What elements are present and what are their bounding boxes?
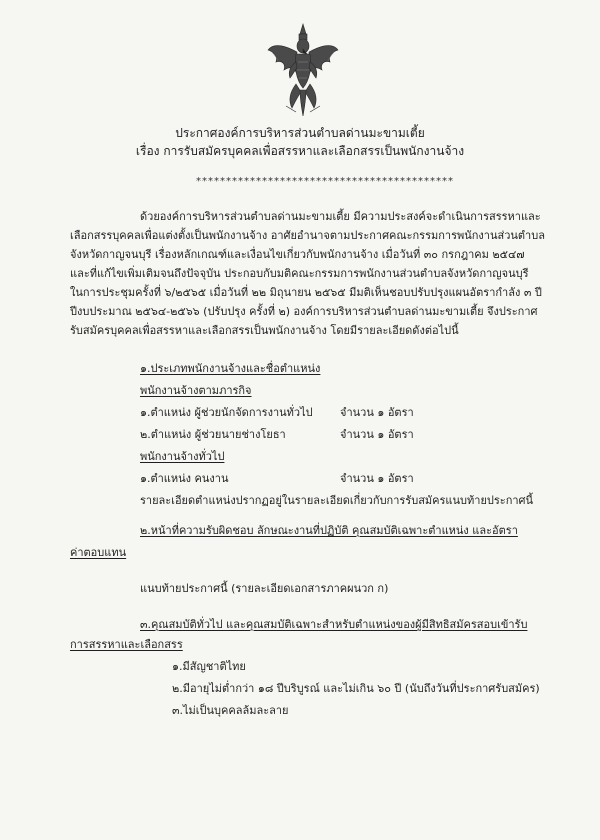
announcement-subject: เรื่อง การรับสมัครบุคคลเพื่อสรรหาและเลือกสรรเป็นพนักงานจ้าง [135, 144, 465, 158]
section1-heading: ๑.ประเภทพนักงานจ้างและชื่อตำแหน่ง [140, 362, 321, 375]
section2-note: แนบท้ายประกาศนี้ (รายละเอียดเอกสารภาคผนวก ก) [140, 582, 389, 595]
section2-heading: ๒.หน้าที่ความรับผิดชอบ ลักษณะงานที่ปฏิบัติ คุณสมบัติเฉพาะตำแหน่ง และอัตรา [140, 524, 518, 537]
position-count: จำนวน ๑ อัตรา [340, 472, 414, 485]
section3-heading: ๓.คุณสมบัติทั่วไป และคุณสมบัติเฉพาะสำหรับตำแหน่งของผู้มีสิทธิสมัครสอบเข้ารับ [140, 618, 528, 631]
garuda-emblem-icon [266, 22, 340, 118]
announcement-title: ประกาศองค์การบริหารส่วนตำบลด่านมะขามเตี้ย [175, 126, 425, 140]
section1-group2-title: พนักงานจ้างทั่วไป [140, 450, 225, 463]
position-count: จำนวน ๑ อัตรา [340, 406, 414, 419]
position-count: จำนวน ๑ อัตรา [340, 428, 414, 441]
position-item: ๑.ตำแหน่ง ผู้ช่วยนักจัดการงานทั่วไป [140, 406, 313, 419]
body-line-1: ด้วยองค์การบริหารส่วนตำบลด่านมะขามเตี้ย มีความประสงค์จะดำเนินการสรรหาและ [140, 210, 541, 223]
body-line-4: และที่แก้ไขเพิ่มเติมจนถึงปัจจุบัน ประกอบกับมติคณะกรรมการพนักงานส่วนตำบลจังหวัดกาญจนบุรี [70, 267, 529, 280]
separator: ******************************************* [196, 176, 454, 187]
position-item: ๒.ตำแหน่ง ผู้ช่วยนายช่างโยธา [140, 428, 286, 441]
qualification-item: ๑.มีสัญชาติไทย [172, 660, 246, 673]
body-line-7: รับสมัครบุคคลเพื่อสรรหาและเลือกสรรเป็นพนักงานจ้าง โดยมีรายละเอียดดังต่อไปนี้ [70, 324, 459, 337]
section1-group1-title: พนักงานจ้างตามภารกิจ [140, 384, 252, 397]
body-line-6: ปีงบประมาณ ๒๕๖๔-๒๕๖๖ (ปรับปรุง ครั้งที่ ๒) องค์การบริหารส่วนตำบลด่านมะขามเตี้ย จึงประกาศ [70, 305, 538, 318]
body-line-5: ในการประชุมครั้งที่ ๖/๒๕๖๕ เมื่อวันที่ ๒๒ มิถุนายน ๒๕๖๕ มีมติเห็นชอบปรับปรุงแผนอัตรากำลัง ๓ ปี [70, 286, 542, 299]
body-line-3: จังหวัดกาญจนบุรี เรื่องหลักเกณฑ์และเงื่อนไขเกี่ยวกับพนักงานจ้าง เมื่อวันที่ ๓๐ กรกฎาคม ๒๕๔๗ [70, 248, 525, 261]
qualification-item: ๓.ไม่เป็นบุคคลล้มละลาย [172, 704, 289, 717]
section1-note: รายละเอียดตำแหน่งปรากฏอยู่ในรายละเอียดเกี่ยวกับการรับสมัครแนบท้ายประกาศนี้ [140, 494, 534, 507]
section3-heading-cont: การสรรหาและเลือกสรร [70, 638, 183, 651]
section2-heading-cont: ค่าตอบแทน [70, 546, 127, 559]
position-item: ๑.ตำแหน่ง คนงาน [140, 472, 229, 485]
body-line-2: เลือกสรรบุคคลเพื่อแต่งตั้งเป็นพนักงานจ้าง อาศัยอำนาจตามประกาศคณะกรรมการพนักงานส่วนตำบล [70, 229, 545, 242]
qualification-item: ๒.มีอายุไม่ต่ำกว่า ๑๘ ปีบริบูรณ์ และไม่เกิน ๖๐ ปี (นับถึงวันที่ประกาศรับสมัคร) [172, 682, 540, 695]
